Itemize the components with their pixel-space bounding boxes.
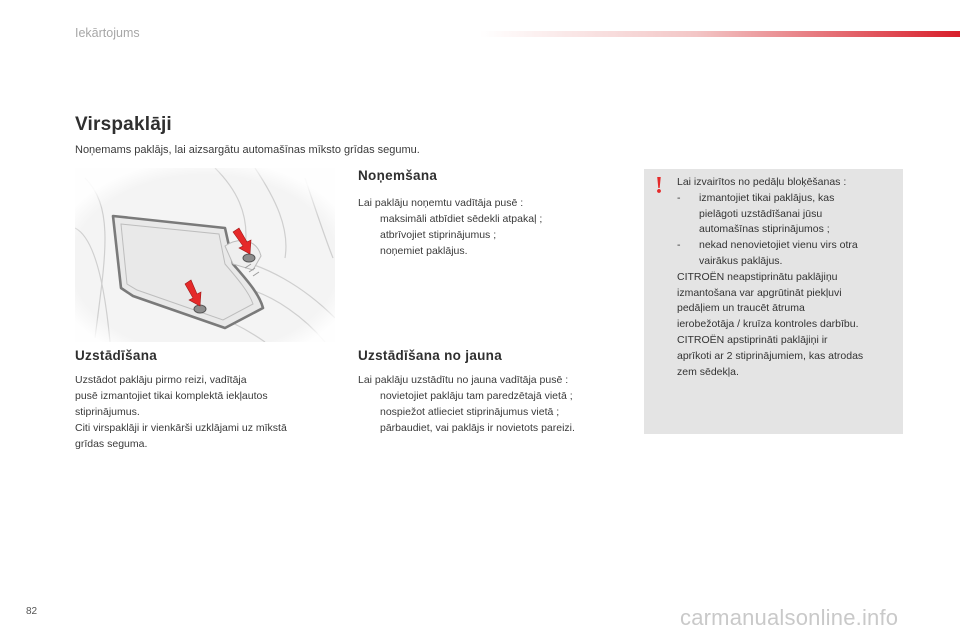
list-item: pārbaudiet, vai paklājs ir novietots pareizi. (380, 422, 575, 434)
exclamation-icon: ! (655, 173, 663, 199)
reinstallation-section (358, 348, 638, 436)
removal-heading: Noņemšana (358, 168, 438, 183)
list-item: nospiežot atlieciet stiprinājumus vietā ; (380, 406, 560, 418)
installation-section (75, 348, 345, 452)
removal-lead: Lai paklāju noņemtu vadītāja pusē : (358, 197, 524, 209)
list-item: - nekad nenovietojiet vienu virs otra vairākus paklājus. (677, 239, 858, 267)
warning-box (644, 169, 903, 434)
list-item: noņemiet paklājus. (380, 245, 468, 257)
list-item: - izmantojiet tikai paklājus, kas pielāgoti uzstādīšanai jūsu automašīnas stiprinājumos ; (677, 191, 835, 236)
floor-mat-illustration (75, 168, 335, 342)
list-item: maksimāli atbīdiet sēdekli atpakaļ ; (380, 213, 543, 225)
reinstallation-lead: Lai paklāju uzstādītu no jauna vadītāja pusē : (358, 374, 569, 386)
list-item: novietojiet paklāju tam paredzētajā vietā ; (380, 390, 573, 402)
intro-text: Noņemams paklājs, lai aizsargātu automašīnas mīksto grīdas segumu. (75, 144, 420, 156)
section-header: Iekārtojums (75, 26, 140, 40)
page-number: 82 (26, 606, 38, 617)
installation-text: Uzstādot paklāju pirmo reizi, vadītāja pusē izmantojiet tikai komplektā iekļautos stiprinājumus. Citi virspaklāji ir vienkārši uzklājami uz mīkstā grīdas seguma. (75, 374, 287, 450)
watermark: carmanualsonline.info (680, 605, 899, 630)
removal-section (358, 168, 628, 259)
reinstallation-heading: Uzstādīšana no jauna (358, 348, 503, 363)
list-item: atbrīvojiet stiprinājumus ; (380, 229, 497, 241)
page-title: Virspaklāji (75, 114, 172, 135)
warning-text: Lai izvairītos no pedāļu bloķēšanas : - izmantojiet tikai paklājus, kas pielāgoti uzstādīšanai jūsu automašīnas stiprinājumos ; - nekad nenovietojiet vienu virs otra vairākus paklājus. CITROËN neapstiprinātu paklājiņu izmantošana var apgrūtināt piekļuvi pedāļiem un traucēt ātruma ierobežotāja / kruīza kontroles darbību. CITROËN apstiprināti paklājiņi ir aprīkoti ar 2 stiprinājumiem, kas atrodas zem sēdekļa. (677, 175, 899, 380)
installation-heading: Uzstādīšana (75, 348, 158, 363)
header-accent-bar (480, 31, 960, 37)
